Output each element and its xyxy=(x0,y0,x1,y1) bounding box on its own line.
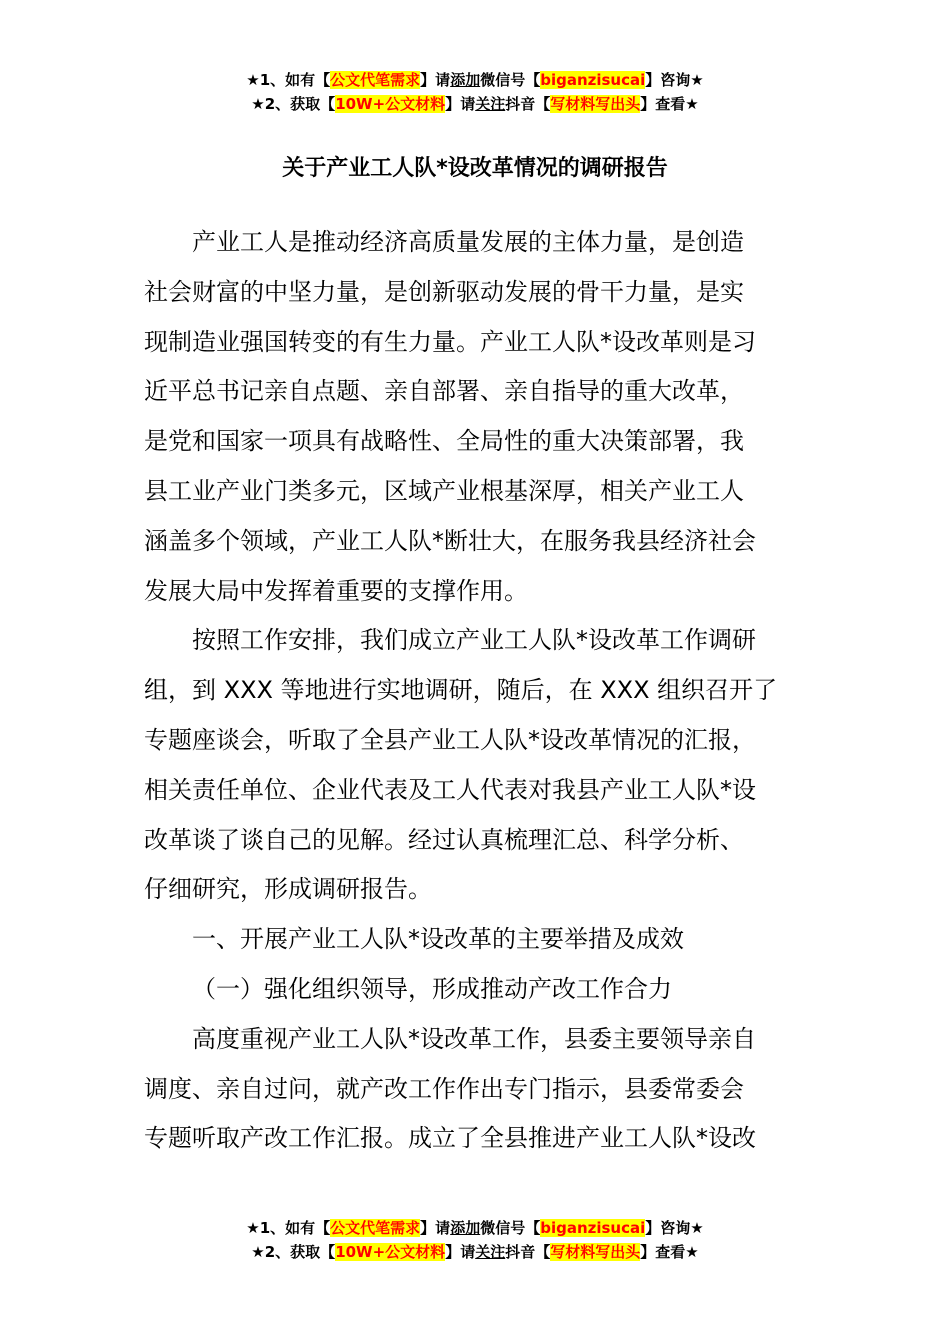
footer-banner-line-2 xyxy=(0,1240,950,1264)
paragraph-line: 是党和国家一项具有战略性、全局性的重大决策部署，我 xyxy=(144,427,744,456)
footer-line1-prefix: ★1、如有【 xyxy=(246,1219,331,1237)
paragraph-line: 社会财富的中坚力量，是创新驱动发展的骨干力量，是实 xyxy=(144,277,744,306)
header-line1-prefix: ★1、如有【 xyxy=(246,71,331,89)
paragraph-line: 专题座谈会，听取了全县产业工人队*设改革情况的汇报， xyxy=(144,725,756,754)
paragraph-line: 组，到 XXX 等地进行实地调研，随后，在 XXX 组织召开了 xyxy=(144,676,778,705)
header-line1-wechat-id: biganzisucai xyxy=(540,71,646,89)
header-line2-underline: 关注 xyxy=(475,95,506,113)
footer-line1-underline: 添加 xyxy=(450,1219,481,1237)
paragraph-line: 相关责任单位、企业代表及工人代表对我县产业工人队*设 xyxy=(144,775,756,804)
paragraph-line: 专题听取产改工作汇报。成立了全县推进产业工人队*设改 xyxy=(144,1124,756,1153)
section-heading-1 xyxy=(144,915,808,965)
footer-line1-service-highlight: 公文代笔需求 xyxy=(330,1219,421,1237)
header-banner-line-1 xyxy=(0,68,950,92)
header-line1-middle1: 】请 xyxy=(420,71,451,89)
header-banner xyxy=(0,68,950,116)
header-line2-materials-highlight: 10W+公文材料 xyxy=(335,95,446,113)
paragraph-research-arrangement xyxy=(144,616,808,915)
paragraph-line: 改革谈了谈自己的见解。经过认真梳理汇总、科学分析、 xyxy=(144,825,744,854)
footer-line1-suffix: 】咨询★ xyxy=(645,1219,704,1237)
footer-banner-line-1 xyxy=(0,1216,950,1240)
footer-line1-middle2: 微信号【 xyxy=(480,1219,541,1237)
header-line1-suffix: 】咨询★ xyxy=(645,71,704,89)
paragraph-line: 县工业产业门类多元，区域产业根基深厚，相关产业工人 xyxy=(144,476,744,505)
header-banner-line-2 xyxy=(0,92,950,116)
paragraph-line: 近平总书记亲自点题、亲自部署、亲自指导的重大改革， xyxy=(144,377,744,406)
section-heading-line: 一、开展产业工人队*设改革的主要举措及成效 xyxy=(192,925,684,954)
document-body xyxy=(144,218,808,1164)
footer-line2-douyin-account: 写材料写出头 xyxy=(550,1243,641,1261)
paragraph-line: 发展大局中发挥着重要的支撑作用。 xyxy=(144,576,528,605)
paragraph-line: 涵盖多个领域，产业工人队*断壮大，在服务我县经济社会 xyxy=(144,526,756,555)
footer-line2-middle2: 抖音【 xyxy=(505,1243,551,1261)
header-line2-middle2: 抖音【 xyxy=(505,95,551,113)
footer-line1-wechat-id: biganzisucai xyxy=(540,1219,646,1237)
header-line1-underline: 添加 xyxy=(450,71,481,89)
footer-line1-middle1: 】请 xyxy=(420,1219,451,1237)
header-line2-middle1: 】请 xyxy=(445,95,476,113)
header-line2-prefix: ★2、获取【 xyxy=(251,95,336,113)
header-line2-douyin-account: 写材料写出头 xyxy=(550,95,641,113)
subsection-heading-1-1 xyxy=(144,965,808,1015)
paragraph-line: 调度、亲自过问，就产改工作作出专门指示，县委常委会 xyxy=(144,1074,744,1103)
paragraph-organization-leadership xyxy=(144,1015,808,1164)
footer-line2-suffix: 】查看★ xyxy=(640,1243,699,1261)
footer-line2-prefix: ★2、获取【 xyxy=(251,1243,336,1261)
paragraph-line: 仔细研究，形成调研报告。 xyxy=(144,875,432,904)
footer-banner xyxy=(0,1216,950,1264)
paragraph-line: 按照工作安排，我们成立产业工人队*设改革工作调研 xyxy=(192,626,756,655)
header-line2-suffix: 】查看★ xyxy=(640,95,699,113)
header-line1-middle2: 微信号【 xyxy=(480,71,541,89)
paragraph-line: 现制造业强国转变的有生力量。产业工人队*设改革则是习 xyxy=(144,327,756,356)
document-title: 关于产业工人队*设改革情况的调研报告 xyxy=(282,156,668,181)
footer-line2-materials-highlight: 10W+公文材料 xyxy=(335,1243,446,1261)
paragraph-line: 高度重视产业工人队*设改革工作，县委主要领导亲自 xyxy=(192,1024,756,1053)
subsection-heading-line: （一）强化组织领导，形成推动产改工作合力 xyxy=(192,974,672,1003)
header-line1-service-highlight: 公文代笔需求 xyxy=(330,71,421,89)
footer-line2-middle1: 】请 xyxy=(445,1243,476,1261)
paragraph-line: 产业工人是推动经济高质量发展的主体力量，是创造 xyxy=(192,228,744,256)
paragraph-intro xyxy=(144,218,808,616)
footer-line2-underline: 关注 xyxy=(475,1243,506,1261)
